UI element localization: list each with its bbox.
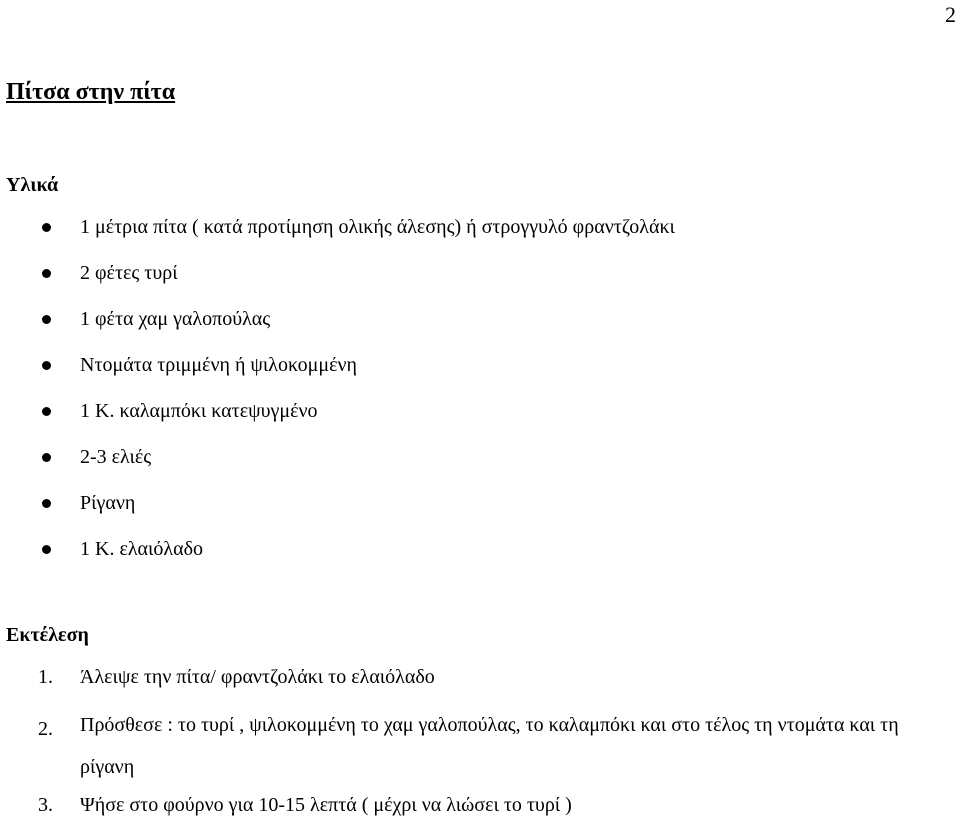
ingredient-item bbox=[0, 440, 675, 486]
ingredient-text: Ρίγανη bbox=[80, 492, 136, 514]
ingredient-item bbox=[0, 210, 675, 256]
step-text: Πρόσθεσε : το τυρί , ψιλοκομμένη το χαμ γαλοπούλας, το καλαμπόκι και στο τέλος τη ντομάτα και τη ρίγανη bbox=[80, 714, 899, 778]
step-text: Άλειψε την πίτα/ φραντζολάκι το ελαιόλαδο bbox=[80, 666, 435, 688]
ingredient-item bbox=[0, 394, 675, 440]
ingredient-text: 2-3 ελιές bbox=[80, 446, 152, 468]
recipe-title: Πίτσα στην πίτα bbox=[6, 79, 176, 105]
step-item bbox=[0, 660, 960, 694]
ingredients-heading: Υλικά bbox=[6, 174, 59, 196]
ingredient-text: 1 Κ. καλαμπόκι κατεψυγμένο bbox=[80, 400, 318, 422]
bullet-icon bbox=[42, 315, 51, 324]
bullet-icon bbox=[42, 545, 51, 554]
page-number: 2 bbox=[945, 2, 956, 27]
ingredient-text: 1 μέτρια πίτα ( κατά προτίμηση ολικής άλεσης) ή στρογγυλό φραντζολάκι bbox=[80, 216, 675, 238]
bullet-icon bbox=[42, 499, 51, 508]
bullet-icon bbox=[42, 453, 51, 462]
steps-list bbox=[0, 660, 960, 832]
step-item bbox=[0, 704, 960, 788]
bullet-icon bbox=[42, 223, 51, 232]
ingredient-text: Ντομάτα τριμμένη ή ψιλοκομμένη bbox=[80, 354, 357, 376]
ingredient-item bbox=[0, 348, 675, 394]
ingredient-item bbox=[0, 532, 675, 578]
ingredient-item bbox=[0, 486, 675, 532]
step-number: 1. bbox=[38, 666, 53, 688]
step-number: 3. bbox=[38, 794, 53, 816]
step-text: Ψήσε στο φούρνο για 10-15 λεπτά ( μέχρι να λιώσει το τυρί ) bbox=[80, 794, 572, 816]
step-number: 2. bbox=[38, 718, 53, 740]
bullet-icon bbox=[42, 361, 51, 370]
ingredient-text: 1 Κ. ελαιόλαδο bbox=[80, 538, 203, 560]
ingredients-list bbox=[0, 210, 675, 578]
bullet-icon bbox=[42, 407, 51, 416]
steps-heading: Εκτέλεση bbox=[6, 624, 89, 646]
ingredient-text: 1 φέτα χαμ γαλοπούλας bbox=[80, 308, 271, 330]
ingredient-text: 2 φέτες τυρί bbox=[80, 262, 178, 284]
step-item bbox=[0, 788, 960, 822]
ingredient-item bbox=[0, 256, 675, 302]
ingredient-item bbox=[0, 302, 675, 348]
bullet-icon bbox=[42, 269, 51, 278]
